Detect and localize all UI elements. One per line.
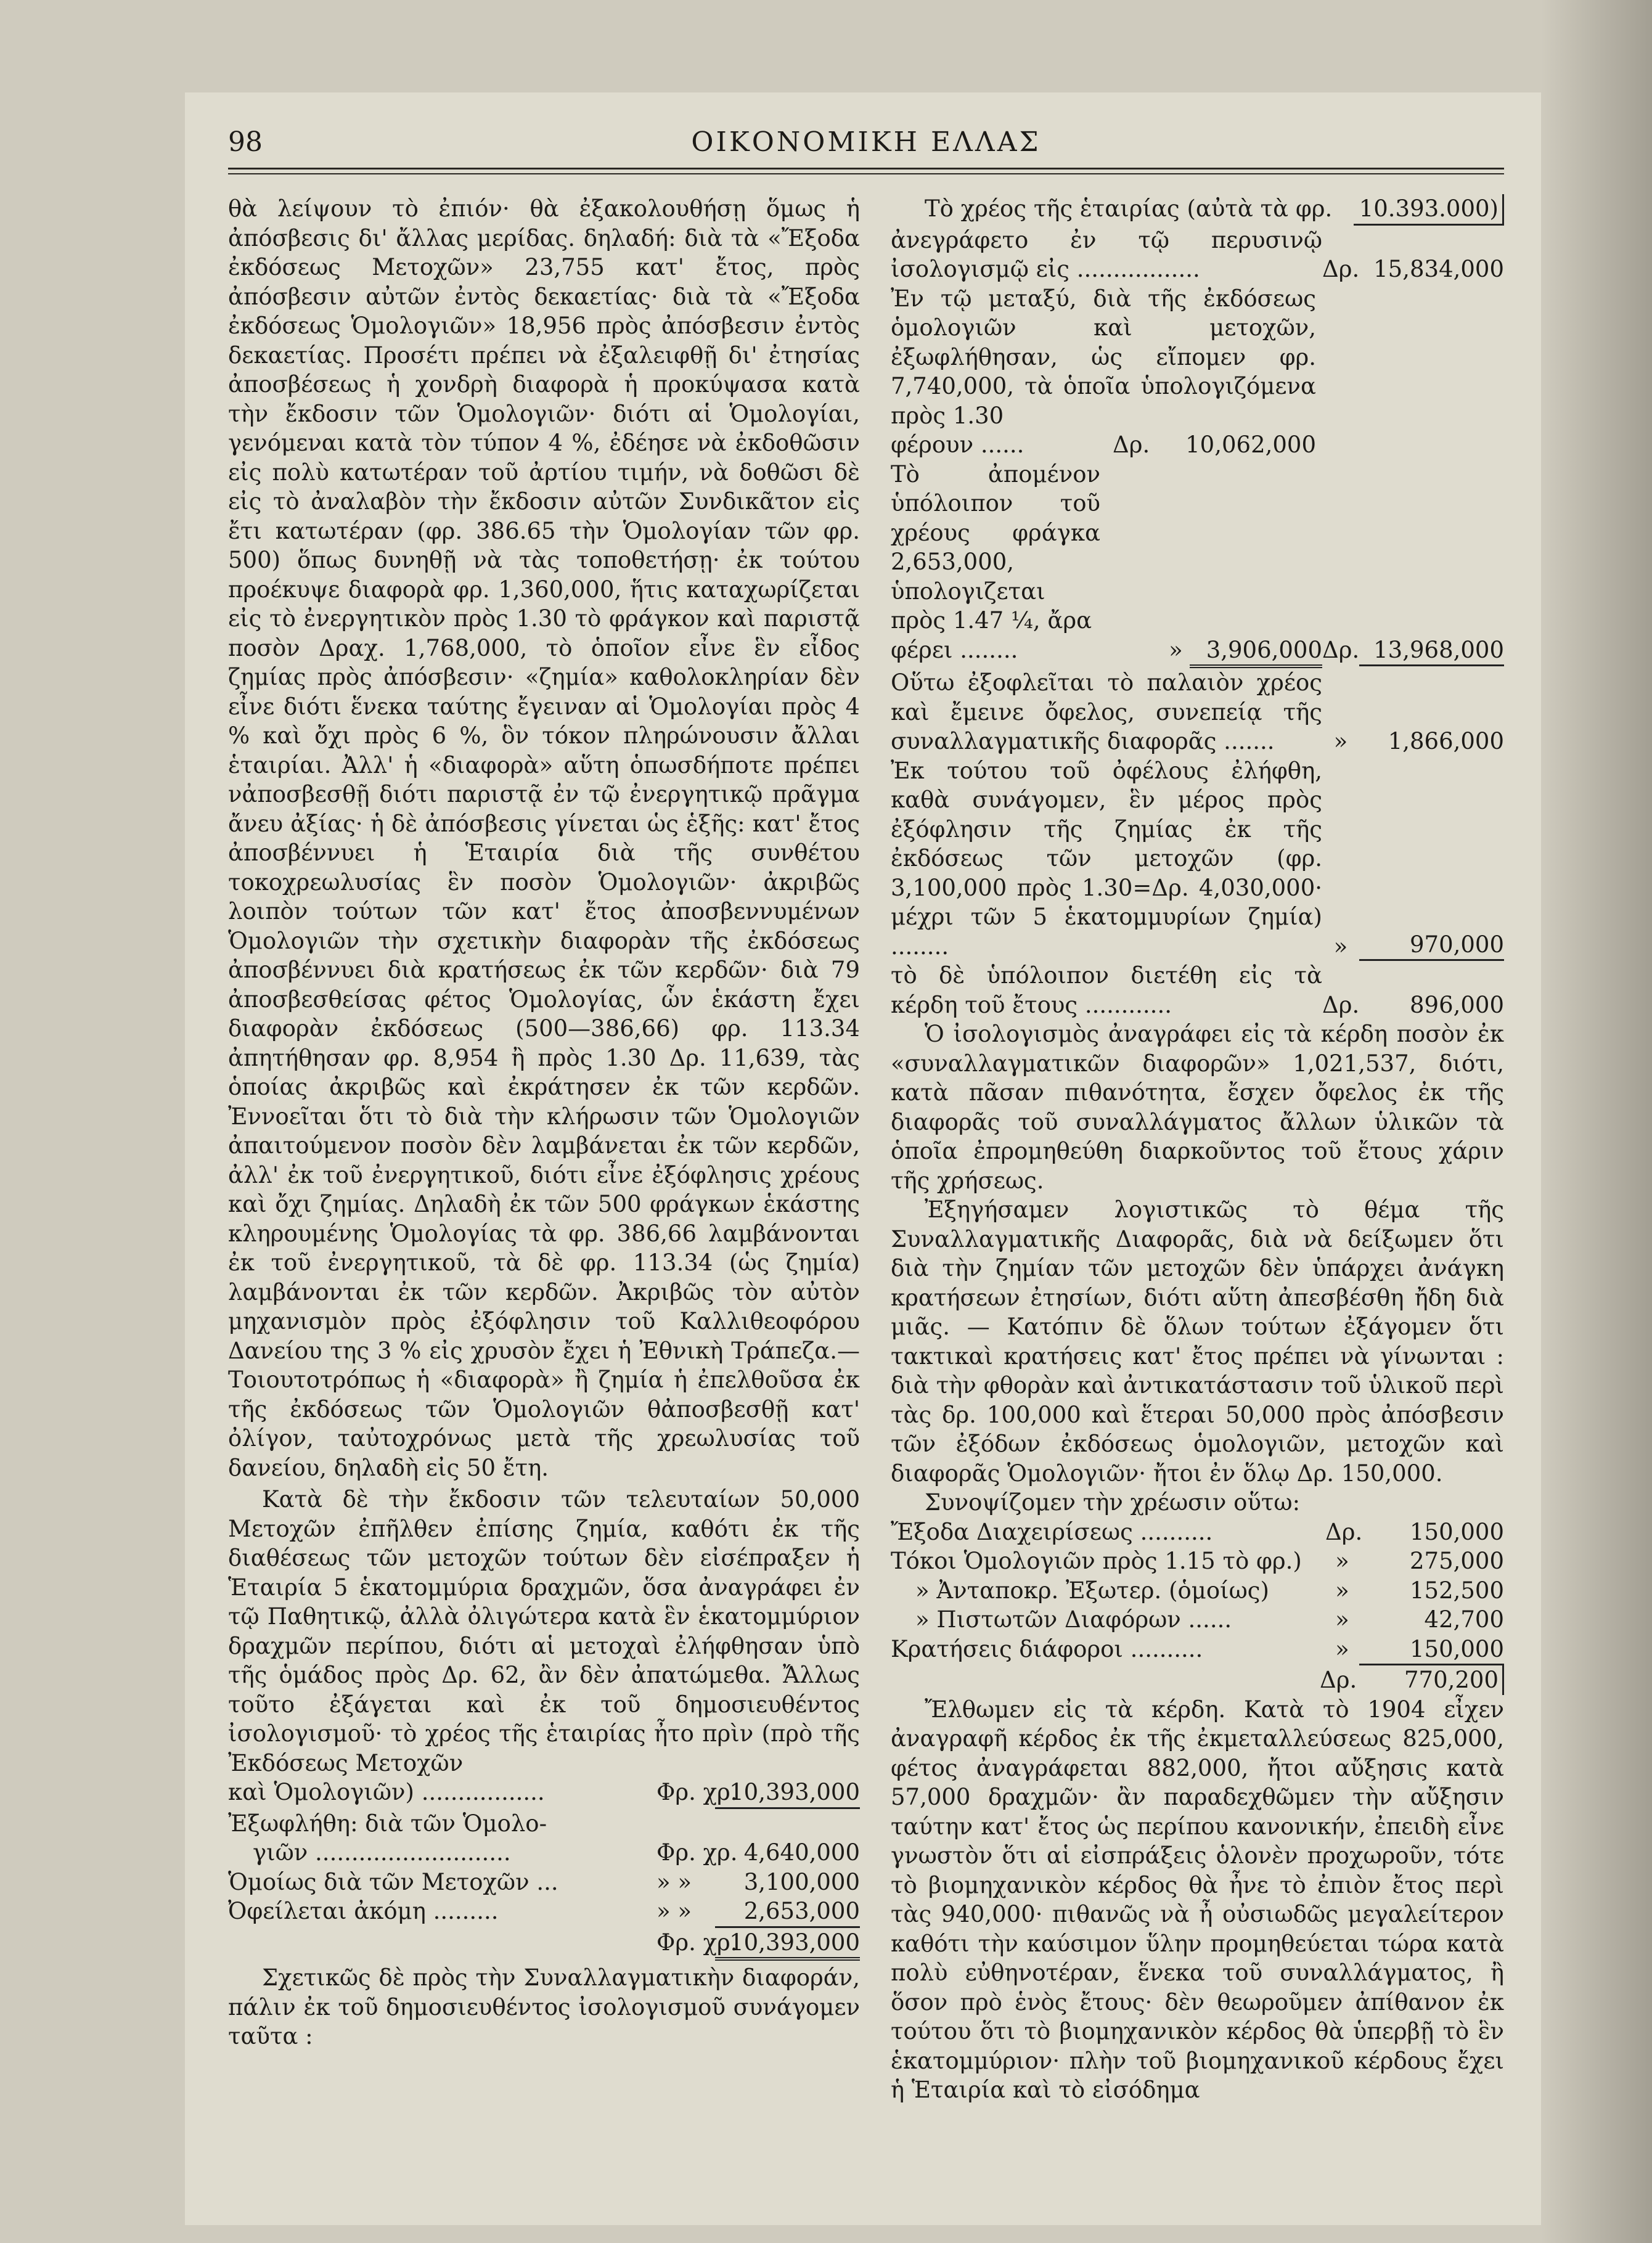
currency: Δρ.: [1113, 431, 1150, 458]
left-column: [228, 194, 860, 2051]
charges-label: Κρατήσεις διάφοροι ..........: [891, 1635, 1203, 1662]
currency: Φρ. χρ.: [656, 1779, 738, 1805]
charges-label: Ἔξοδα Διαχειρίσεως ..........: [891, 1518, 1213, 1545]
amount: 13,968,000: [1359, 635, 1504, 667]
right-paragraph-3: Συνοψίζομεν τὴν χρέωσιν οὕτω:: [925, 1489, 1301, 1516]
currency: Δρ.: [1325, 1518, 1363, 1545]
amount: 3,906,000: [1190, 635, 1322, 669]
ditto-mark: »: [1333, 728, 1348, 754]
exchange-label: τὸ δὲ ὑπόλοιπον διετέθη εἰς τὰ κέρδη τοῦ ἔτους ............: [891, 962, 1322, 1018]
debt-label: καὶ Ὁμολογιῶν) .................: [228, 1779, 545, 1805]
exchange-label: Ἐκ τούτου τοῦ ὀφέλους ἐλήφθη, καθὰ συνάγομεν, ἓν μέρος πρὸς ἐξόφλησιν τῆς ζημίας ἐκ τῆς ἐκδόσεως τῶν μετοχῶν (φρ. 3,100,000 πρὸς 1.30=Δρ. 4,030,000· μέχρι τῶν 5 ἑκατομμυρίων ζημία) ........: [891, 757, 1322, 960]
exchange-row-paid-text: Ἐν τῷ μεταξύ, διὰ τῆς ἐκδόσεως ὁμολογιῶν καὶ μετοχῶν, ἐξωφλήθησαν, ὡς εἴπομεν φρ. 7,740,000, τὰ ὁποῖα ὑπολογιζόμενα πρὸς 1.30: [891, 285, 1316, 429]
charges-row: [891, 1635, 1504, 1666]
currency: Δρ.: [1322, 991, 1360, 1018]
exchange-label: Οὕτω ἐξοφλεῖται τὸ παλαιὸν χρέος καὶ ἔμεινε ὄφελος, συνεπείᾳ τῆς συναλλαγματικῆς διαφορᾶς .......: [891, 669, 1322, 754]
amount: 10,393,000: [715, 1778, 860, 1809]
currency: »: [1335, 1606, 1349, 1633]
left-paragraph-1: θὰ λείψουν τὸ ἐπιόν· θὰ ἐξακολουθήσῃ ὅμως ἡ ἀπόσβεσις δι' ἄλλας μερίδας. δηλαδή: διὰ τὰ «Ἔξοδα ἐκδόσεως Μετοχῶν» 23,755 κατ' ἔτος, πρὸς ἀπόσβεσιν αὐτῶν ἐντὸς δεκαετίας· διὰ τὰ «Ἔξοδα ἐκδόσεως Ὁμολογιῶν» 18,956 πρὸς ἀπόσβεσιν ἐντὸς δεκαετίας. Προσέτι πρέπει νὰ ἐξαλειφθῇ δι' ἐτησίας ἀποσβέσεως ἡ χονδρὴ διαφορὰ ἡ προκύψασα κατὰ τὴν ἔκδοσιν τῶν Ὁμολογιῶν· διότι αἱ Ὁμολογίαι, γενόμεναι κατὰ τὸν τύπον 4 %, ἐδέησε νὰ ἐκδοθῶσιν εἰς πολὺ κατωτέραν τοῦ ἀρτίου τιμήν, νὰ δοθῶσι δὲ εἰς τὸ ἀναλαβὸν τὴν ἔκδοσιν αὐτῶν Συνδικᾶτον εἰς ἔτι κατωτέραν (φρ. 386.65 τὴν Ὁμολογίαν τῶν φρ. 500) ὅπως δυνηθῇ νὰ τὰς τοποθετήσῃ· ἐκ τούτου προέκυψε διαφορὰ φρ. 1,360,000, ἥτις καταχωρίζεται εἰς τὸ ἐνεργητικὸν πρὸς 1.30 τὸ φράγκον καὶ παριστᾷ ποσὸν Δραχ. 1,768,000, τὸ ὁποῖον εἶνε ἓν εἶδος ζημίας πρὸς ἀπόσβεσιν· «ζημία» καθολοκληρίαν δὲν εἶνε διότι ἕνεκα ταύτης ἔγειναν αἱ Ὁμολογίαι πρὸς 4 % καὶ ὄχι πρὸς 6 %, ὃν τόκον πληρώνουσιν ἄλλαι ἑταιρίαι. Ἀλλ' ἡ «διαφορὰ» αὕτη ὁπωσδήποτε πρέπει νἀποσβεσθῇ διότι παριστᾷ ἐν τῷ ἐνεργητικῷ πρᾶγμα ἄνευ ἀξίας· ἡ δὲ ἀπόσβεσις γίνεται ὡς ἑξῆς: κατ' ἔτος ἀποσβέννυει ἡ Ἑταιρία διὰ τῆς συνθέτου τοκοχρεωλυσίας ἓν ποσὸν Ὁμολογιῶν· ἀκριβῶς λοιπὸν τούτων τῶν κατ' ἔτος ἀποσβεννυμένων Ὁμολογιῶν τὴν σχετικὴν διαφορὰν τῆς ἐκδόσεως ἀποσβέννυει διὰ κρατήσεως ἐκ τῶν κερδῶν· διὰ 79 ἀποσβεσθείσας φέτος Ὁμολογίας, ὧν ἑκάστη ἔχει διαφορὰν ἐκδόσεως (500—386,66) φρ. 113.34 ἀπητήθησαν φρ. 8,954 ἢ πρὸς 1.30 Δρ. 11,639, τὰς ὁποίας ἀκριβῶς καὶ ἐκράτησεν ἐκ τῶν κερδῶν. Ἐννοεῖται ὅτι τὸ διὰ τὴν κλήρωσιν τῶν Ὁμολογιῶν ἀπαιτούμενον ποσὸν δὲν λαμβάνεται ἐκ τῶν κερδῶν, ἀλλ' ἐκ τοῦ ἐνεργητικοῦ, διότι εἶνε ἐξόφλησις χρέους καὶ ὄχι ζημίας. Δηλαδὴ ἐκ τῶν 500 φράγκων ἑκάστης κληρουμένης Ὁμολογίας τὰ φρ. 386,66 λαμβάνονται ἐκ τοῦ ἐνεργητικοῦ, τὰ δὲ φρ. 113.34 (ὡς ζημία) λαμβάνονται ἐκ τῶν κερδῶν. Ἀκριβῶς τὸν αὐτὸν μηχανισμὸν πρὸς ἐξόφλησιν τοῦ Καλλιθεοφόρου Δανείου της 3 % εἰς χρυσὸν ἔχει ἡ Ἐθνικὴ Τράπεζα.— Τοιουτοτρόπως ἡ «διαφορὰ» ἢ ζημία ἡ ἐπελθοῦσα ἐκ τῆς ἐκδόσεως τῶν Ὁμολογιῶν θἀποσβεσθῇ κατ' ὀλίγον, ταὐτοχρόνως μετὰ τῆς χρεωλυσίας τοῦ δανείου, δηλαδὴ εἰς 50 ἔτη.: [228, 195, 860, 1481]
debt-row-owed: [228, 1897, 860, 1928]
amount: 2,653,000: [715, 1897, 860, 1928]
currency: Φρ. χρ.: [656, 1839, 738, 1866]
debt-row-paid-bonds: [228, 1838, 860, 1868]
debt-row-paid-shares: [228, 1868, 860, 1897]
debt-label: Ἐξωφλήθη: διὰ τῶν Ὁμολο-: [228, 1810, 547, 1837]
amount: 770,200: [1354, 1665, 1504, 1695]
left-paragraph-3: Σχετικῶς δὲ πρὸς τὴν Συναλλαγματικὴν διαφοράν, πάλιν ἐκ τοῦ δημοσιευθέντος ἰσολογισμοῦ συνάγομεν ταῦτα :: [228, 1964, 860, 2049]
charges-row: [891, 1605, 1504, 1635]
ditto-mark: »: [1169, 636, 1183, 663]
currency: Δρ.: [1320, 1667, 1357, 1693]
amount: 10,393,000: [715, 1928, 860, 1961]
amount: 10.393.000): [1354, 194, 1504, 226]
exchange-row-loss-offset: [891, 756, 1504, 962]
amount: 970,000: [1359, 930, 1504, 962]
right-paragraph-1: Ὁ ἰσολογισμὸς ἀναγράφει εἰς τὰ κέρδη ποσὸν ἐκ «συναλλαγματικῶν διαφορῶν» 1,021,537, διότι, κατὰ πᾶσαν πιθανότητα, ἔσχεν ὄφελος ἐκ τῆς διαφορᾶς τοῦ συναλλάγματος ἄλλων ὑλικῶν τὰ ὁποῖα ἐπρομηθεύθη διαρκοῦντος τοῦ ἔτους χάριν τῆς χρήσεως.: [891, 1021, 1504, 1194]
right-paragraph-4: Ἔλθωμεν εἰς τὰ κέρδη. Κατὰ τὸ 1904 εἶχεν ἀναγραφῆ κέρδος ἐκ τῆς ἐκμεταλλεύσεως 825,000, φέτος ἀναγράφεται 882,000, ἤτοι αὔξησις κατὰ 57,000 δραχμῶν· ἂν παραδεχθῶμεν τὴν αὔξησιν ταύτην κατ' ἔτος ὡς περίπου κανονικήν, ἐπειδὴ εἶνε γνωστὸν ὅτι αἱ εἰσπράξεις ὁλονὲν προχωροῦν, τότε τὸ βιομηχανικὸν κέρδος θὰ ἦνε τὸ ἐπιὸν ἔτος περὶ τὰς 940,000· πιθανῶς νὰ ἦ οὐσιωδῶς μεγαλείτερον καθότι τὴν καύσιμον ὕλην προμηθεύεται τώρα κατὰ πολὺ εὐθηνοτέραν, ἕνεκα τοῦ συναλλάγματος, ἢ ὅσον πρὸ ἑνὸς ἔτους· δὲν θεωροῦμεν ἀπίθανον ἐκ τούτου ὅτι τὸ βιομηχανικὸν κέρδος θὰ ὑπερβῇ τὸ ἓν ἑκατομμύριον· πλὴν τοῦ βιομηχανικοῦ κέρδους ἔχει ἡ Ἑταιρία καὶ τὸ εἰσόδημα: [891, 1696, 1504, 2103]
currency: »: [1335, 1635, 1349, 1662]
currency: Φρ. χρ.: [656, 1929, 738, 1956]
running-head: ΟΙΚΟΝΟΜΙΚΗ ΕΛΛΑΣ: [691, 126, 1041, 158]
header-rule-thin: [228, 173, 1504, 174]
right-paragraph-2: Ἐξηγήσαμεν λογιστικῶς τὸ θέμα τῆς Συναλλαγματικῆς Διαφορᾶς, διὰ νὰ δείξωμεν ὅτι διὰ τὴν ζημίαν τῶν μετοχῶν δὲν ὑπάρχει ἀνάγκη κρατήσεων ἐτησίων, διότι αὕτη ἀπεσβέσθη ἤδη διὰ μιᾶς. — Κατόπιν δὲ ὅλων τούτων ἐξάγομεν ὅτι τακτικαὶ κρατήσεις κατ' ἔτος πρέπει νὰ γίνωνται : διὰ τὴν φθορὰν καὶ ἀντικατάστασιν τοῦ ὑλικοῦ περὶ τὰς δρ. 100,000 καὶ ἕτεραι 50,000 πρὸς ἀπόσβεσιν τῶν ἐξόδων ἐκδόσεως ὁμολογιῶν, μετοχῶν καὶ διαφορᾶς Ὁμολογιῶν· ἤτοι ἐν ὅλῳ Δρ. 150,000.: [891, 1196, 1504, 1487]
charges-label: » Πιστωτῶν Διαφόρων ......: [915, 1606, 1232, 1633]
amount: 4,640,000: [743, 1839, 860, 1866]
right-column: [891, 194, 1504, 2105]
amount: 150,000: [1409, 1518, 1504, 1545]
exchange-label: φέρει ........: [891, 636, 1018, 663]
exchange-row-remaining-text: Τὸ ἀπομένον ὑπόλοιπον τοῦ χρέους φράγκα 2,653,000, ὑπολογιζεται πρὸς 1.47 ¼, ἄρα: [891, 460, 1100, 634]
exchange-row-gain: [891, 668, 1504, 756]
page-number: 98: [228, 126, 263, 158]
debt-row-paid-heading: [228, 1809, 860, 1839]
currency: » »: [656, 1868, 692, 1895]
exchange-label: ἀνεγράφετο ἐν τῷ περυσινῷ ἰσολογισμῷ εἰς .................: [891, 226, 1322, 282]
amount: 896,000: [1409, 991, 1504, 1018]
exchange-label: Τὸ χρέος τῆς ἑταιρίας (αὐτὰ τὰ φρ.: [925, 195, 1333, 222]
amount: 1,866,000: [1388, 728, 1504, 754]
charges-row: [891, 1576, 1504, 1606]
currency: Δρ.: [1322, 256, 1360, 282]
amount: 10,062,000: [1185, 431, 1316, 458]
charges-label: Τόκοι Ὁμολογιῶν πρὸς 1.15 τὸ φρ.): [891, 1548, 1302, 1574]
exchange-row-debt: [891, 194, 1504, 226]
amount: 152,500: [1409, 1577, 1504, 1604]
currency: Δρ.: [1322, 636, 1360, 663]
book-spine-shadow: [1541, 0, 1652, 2243]
exchange-row-to-profit: [891, 961, 1504, 1019]
exchange-table: [891, 194, 1504, 1019]
amount: 42,700: [1424, 1606, 1504, 1633]
currency: » »: [656, 1898, 692, 1924]
exchange-row-paid: [891, 430, 1316, 460]
exchange-row-remaining: [891, 635, 1504, 669]
header-rule: [228, 168, 1504, 170]
debt-row-total-before: [228, 1778, 860, 1809]
debt-table: [228, 1778, 860, 1961]
left-paragraph-2: Κατὰ δὲ τὴν ἔκδοσιν τῶν τελευταίων 50,000 Μετοχῶν ἐπῆλθεν ἐπίσης ζημία, καθότι ἐκ τῆς διαθέσεως τῶν μετοχῶν τούτων δὲν εἰσέπραξεν ἡ Ἑταιρία 5 ἑκατομμύρια δραχμῶν, ὅσα ἀναγράφει ἐν τῷ Παθητικῷ, ἀλλὰ ὀλιγώτερα κατὰ ἓν ἑκατομμύριον δραχμῶν περίπου, διότι αἱ μετοχαὶ ἐλήφθησαν ὑπὸ τῆς ὁμάδος πρὸς Δρ. 62, ἂν δὲν ἀπατώμεθα. Ἄλλως τοῦτο ἐξάγεται καὶ ἐκ τοῦ δημοσιευθέντος ἰσολογισμοῦ· τὸ χρέος τῆς ἑταιρίας ἦτο πρὶν (πρὸ τῆς Ἐκδόσεως Μετοχῶν: [228, 1486, 860, 1776]
debt-row-sum: [228, 1928, 860, 1961]
amount: 3,100,000: [743, 1868, 860, 1895]
charges-row: [891, 1546, 1504, 1576]
debt-label: Ὁμοίως διὰ τῶν Μετοχῶν ...: [228, 1868, 558, 1895]
currency: »: [1335, 1577, 1349, 1604]
charges-row: [891, 1518, 1504, 1547]
charges-total-row: [891, 1665, 1504, 1695]
charges-label: » Ἀνταποκρ. Ἐξωτερ. (ὁμοίως): [915, 1577, 1269, 1604]
amount: 15,834,000: [1373, 256, 1504, 282]
exchange-row-prior-balance: [891, 226, 1504, 284]
charges-table: [891, 1518, 1504, 1695]
page-header: [228, 126, 1504, 170]
debt-label: Ὀφείλεται ἀκόμη .........: [228, 1898, 499, 1924]
currency: »: [1335, 1548, 1349, 1574]
ditto-mark: »: [1333, 933, 1348, 960]
debt-label: γιῶν ...........................: [253, 1839, 511, 1866]
amount: 275,000: [1409, 1548, 1504, 1574]
exchange-label: φέρουν ......: [891, 431, 1024, 458]
amount: 150,000: [1359, 1635, 1504, 1666]
